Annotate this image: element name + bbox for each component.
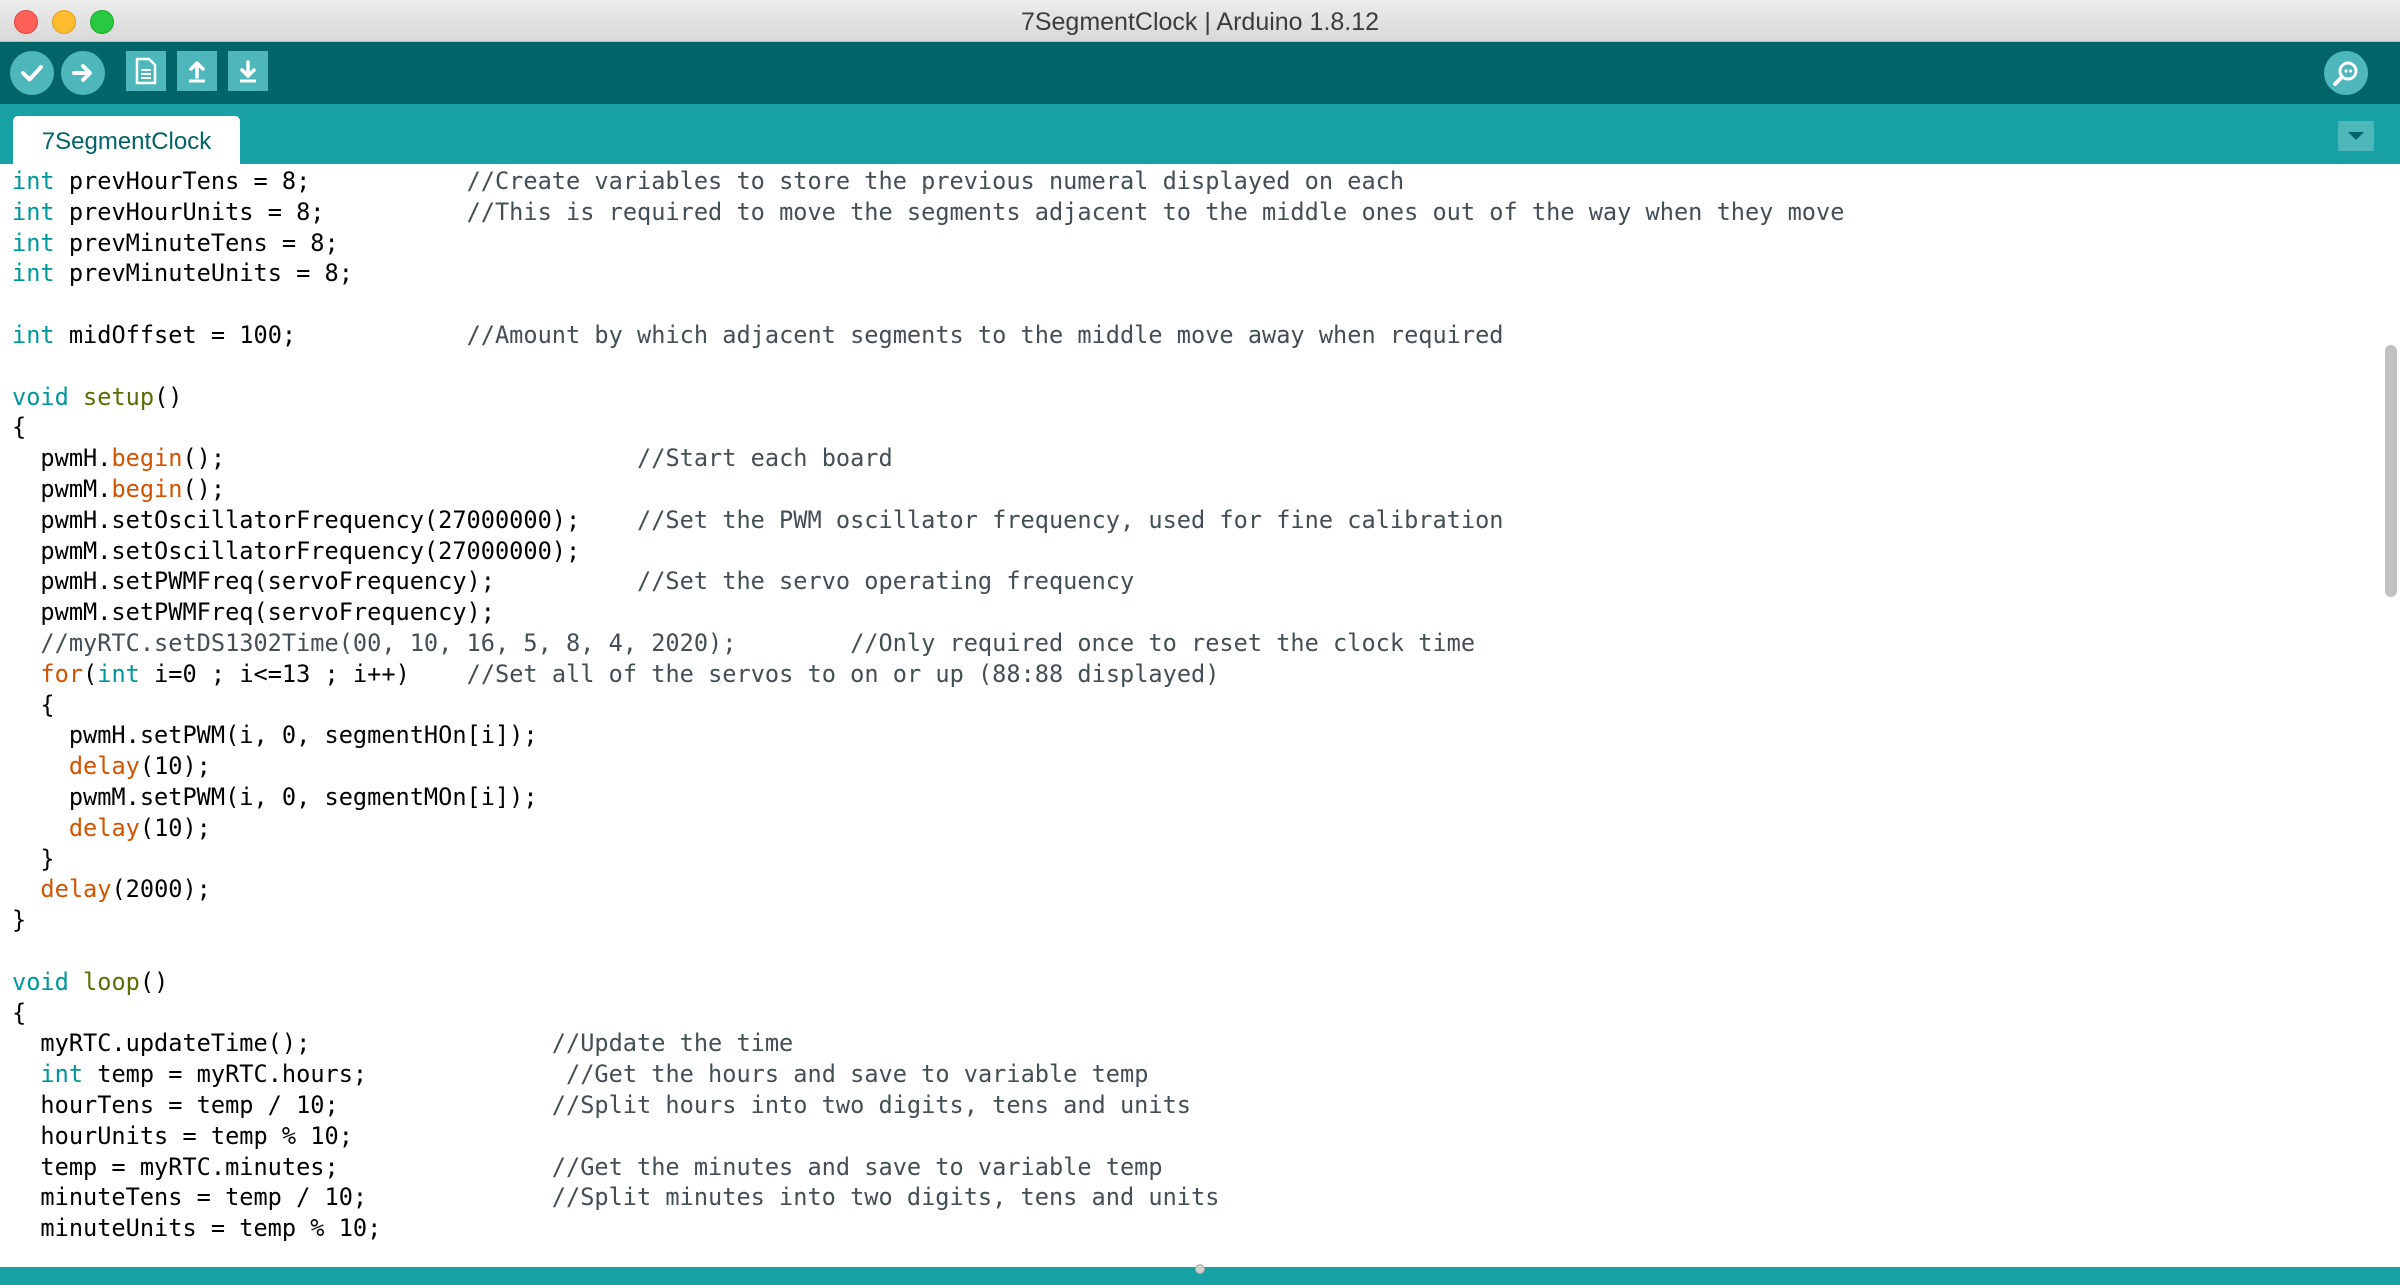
code-token: int bbox=[12, 321, 55, 349]
code-line bbox=[12, 874, 211, 905]
code-line bbox=[12, 1213, 381, 1244]
code-token: prevMinuteTens = 8; bbox=[54, 228, 339, 257]
code-token: } bbox=[12, 906, 27, 935]
code-line bbox=[12, 474, 225, 505]
code-token: hourUnits = temp % 10; bbox=[12, 1121, 353, 1150]
code-token: (); bbox=[182, 444, 638, 473]
code-line bbox=[12, 782, 538, 813]
code-token: int bbox=[12, 167, 55, 195]
code-line bbox=[12, 720, 538, 751]
scrollbar-thumb[interactable] bbox=[2385, 345, 2397, 597]
code-token: int bbox=[12, 228, 55, 257]
code-token: minuteUnits = temp % 10; bbox=[12, 1214, 382, 1243]
code-line bbox=[12, 1182, 1219, 1213]
code-token bbox=[12, 1060, 40, 1088]
code-token: begin bbox=[111, 475, 183, 503]
code-token: { bbox=[12, 690, 55, 719]
magnifier-icon bbox=[2331, 58, 2361, 88]
code-token: pwmM.setPWM(i, 0, segmentMOn[i]); bbox=[12, 783, 538, 811]
code-token bbox=[12, 814, 69, 842]
code-token: (10); bbox=[139, 752, 211, 781]
code-token: //Split hours into two digits, tens and units bbox=[551, 1091, 1191, 1119]
code-token: myRTC.updateTime(); bbox=[12, 1029, 552, 1058]
code-line bbox=[12, 844, 55, 875]
code-token: //Get the minutes and save to variable temp bbox=[551, 1152, 1163, 1181]
checkmark-icon bbox=[19, 60, 45, 86]
code-token: //Split minutes into two digits, tens and units bbox=[551, 1183, 1220, 1212]
code-line bbox=[12, 998, 26, 1029]
code-token: //Start each board bbox=[637, 444, 893, 473]
code-token: delay bbox=[68, 752, 140, 781]
code-token: loop bbox=[83, 967, 140, 996]
code-token: pwmM. bbox=[12, 475, 112, 503]
code-line bbox=[12, 320, 1504, 351]
code-line bbox=[12, 412, 26, 443]
upload-button[interactable] bbox=[61, 51, 105, 95]
code-token: pwmH.setOscillatorFrequency(27000000); bbox=[12, 505, 638, 534]
code-token: (10); bbox=[139, 813, 211, 842]
new-sketch-button[interactable] bbox=[126, 51, 166, 91]
code-token: delay bbox=[68, 813, 140, 842]
code-token: void bbox=[12, 967, 69, 996]
window-title: 7SegmentClock | Arduino 1.8.12 bbox=[1020, 8, 1380, 36]
arrow-down-icon bbox=[235, 58, 261, 84]
code-line bbox=[12, 443, 893, 474]
code-token: int bbox=[40, 1060, 84, 1089]
code-token: () bbox=[139, 967, 169, 996]
code-token: prevHourUnits = 8; bbox=[54, 197, 467, 226]
code-token: //Set all of the servos to on or up (88:88 displayed) bbox=[466, 659, 1220, 688]
toolbar bbox=[0, 42, 2400, 104]
code-line bbox=[12, 1028, 793, 1059]
code-token: //Amount by which adjacent segments to the middle move away when required bbox=[466, 321, 1504, 349]
code-token: prevHourTens = 8; bbox=[54, 167, 467, 195]
code-line bbox=[12, 1121, 353, 1152]
code-line bbox=[12, 197, 1844, 228]
code-line bbox=[12, 566, 1134, 597]
code-token bbox=[12, 875, 40, 903]
code-line bbox=[12, 690, 55, 721]
code-token: setup bbox=[83, 382, 155, 411]
code-token: //This is required to move the segments adjacent to the middle ones out of the way when they move bbox=[466, 197, 1845, 226]
code-token: for bbox=[40, 659, 84, 688]
code-token: //Create variables to store the previous numeral displayed on each bbox=[466, 167, 1405, 195]
code-token: minuteTens = temp / 10; bbox=[12, 1183, 552, 1212]
serial-monitor-button[interactable] bbox=[2324, 51, 2368, 95]
code-token: pwmH. bbox=[12, 444, 112, 473]
code-token: pwmM.setPWMFreq(servoFrequency); bbox=[12, 598, 495, 627]
code-token: ( bbox=[83, 659, 98, 688]
code-token: pwmH.setPWMFreq(servoFrequency); bbox=[12, 567, 638, 596]
code-token: //Set the PWM oscillator frequency, used for fine calibration bbox=[637, 505, 1504, 534]
code-line bbox=[12, 536, 580, 567]
code-token: prevMinuteUnits = 8; bbox=[54, 259, 353, 288]
code-token: //myRTC.setDS1302Time(00, 10, 16, 5, 8, 4, 2020); //Only required once to reset the clock time bbox=[12, 629, 1476, 657]
code-token: () bbox=[154, 382, 183, 411]
code-line bbox=[12, 1059, 1148, 1090]
code-line bbox=[12, 813, 211, 844]
code-line bbox=[12, 166, 1404, 197]
chevron-down-icon bbox=[2346, 130, 2366, 142]
code-token: //Set the servo operating frequency bbox=[637, 567, 1135, 596]
code-line bbox=[12, 628, 1475, 659]
open-sketch-button[interactable] bbox=[177, 51, 217, 91]
code-token bbox=[69, 383, 83, 411]
code-token bbox=[12, 660, 40, 688]
code-token: begin bbox=[111, 444, 183, 473]
code-token: temp = myRTC.minutes; bbox=[12, 1152, 552, 1181]
code-line bbox=[12, 382, 183, 413]
save-sketch-button[interactable] bbox=[228, 51, 268, 91]
code-token: (); bbox=[182, 475, 226, 503]
code-token: midOffset = 100; bbox=[54, 321, 467, 349]
tab-7segmentclock[interactable]: 7SegmentClock bbox=[13, 116, 240, 164]
code-token: pwmH.setPWM(i, 0, segmentHOn[i]); bbox=[12, 721, 538, 750]
vertical-scrollbar[interactable] bbox=[2382, 164, 2400, 1267]
code-token: { bbox=[12, 998, 27, 1027]
verify-button[interactable] bbox=[10, 51, 54, 95]
console-divider-handle[interactable] bbox=[1195, 1264, 1205, 1274]
title-bar bbox=[0, 0, 2400, 42]
code-token: hourTens = temp / 10; bbox=[12, 1091, 552, 1119]
tab-bar bbox=[0, 104, 2400, 164]
code-line bbox=[12, 1090, 1191, 1121]
code-token: //Get the hours and save to variable temp bbox=[566, 1060, 1149, 1089]
code-token: void bbox=[12, 382, 69, 411]
code-token: temp = myRTC.hours; bbox=[83, 1060, 567, 1089]
code-token bbox=[69, 968, 83, 996]
code-token: delay bbox=[40, 875, 112, 904]
code-line bbox=[12, 751, 211, 782]
arrow-right-icon bbox=[70, 60, 96, 86]
code-token bbox=[12, 752, 69, 780]
code-token: (2000); bbox=[111, 875, 211, 904]
code-token: { bbox=[12, 413, 27, 442]
code-token: int bbox=[12, 259, 55, 288]
code-token: i=0 ; i<=13 ; i++) bbox=[139, 659, 467, 688]
code-token: int bbox=[12, 197, 55, 226]
code-token: } bbox=[12, 844, 55, 873]
code-token: //Update the time bbox=[551, 1029, 794, 1058]
code-token: pwmM.setOscillatorFrequency(27000000); bbox=[12, 536, 581, 565]
arrow-up-icon bbox=[184, 58, 210, 84]
code-line bbox=[12, 905, 26, 936]
code-line bbox=[12, 228, 339, 259]
code-line bbox=[12, 597, 495, 628]
code-editor[interactable] bbox=[0, 164, 2382, 1267]
code-line bbox=[12, 1152, 1163, 1183]
code-line bbox=[12, 659, 1219, 690]
code-line bbox=[12, 967, 168, 998]
tab-menu-button[interactable] bbox=[2338, 121, 2374, 151]
new-sketch-icon bbox=[134, 57, 158, 85]
code-line bbox=[12, 505, 1504, 536]
code-line bbox=[12, 258, 353, 289]
code-token: int bbox=[97, 659, 140, 688]
